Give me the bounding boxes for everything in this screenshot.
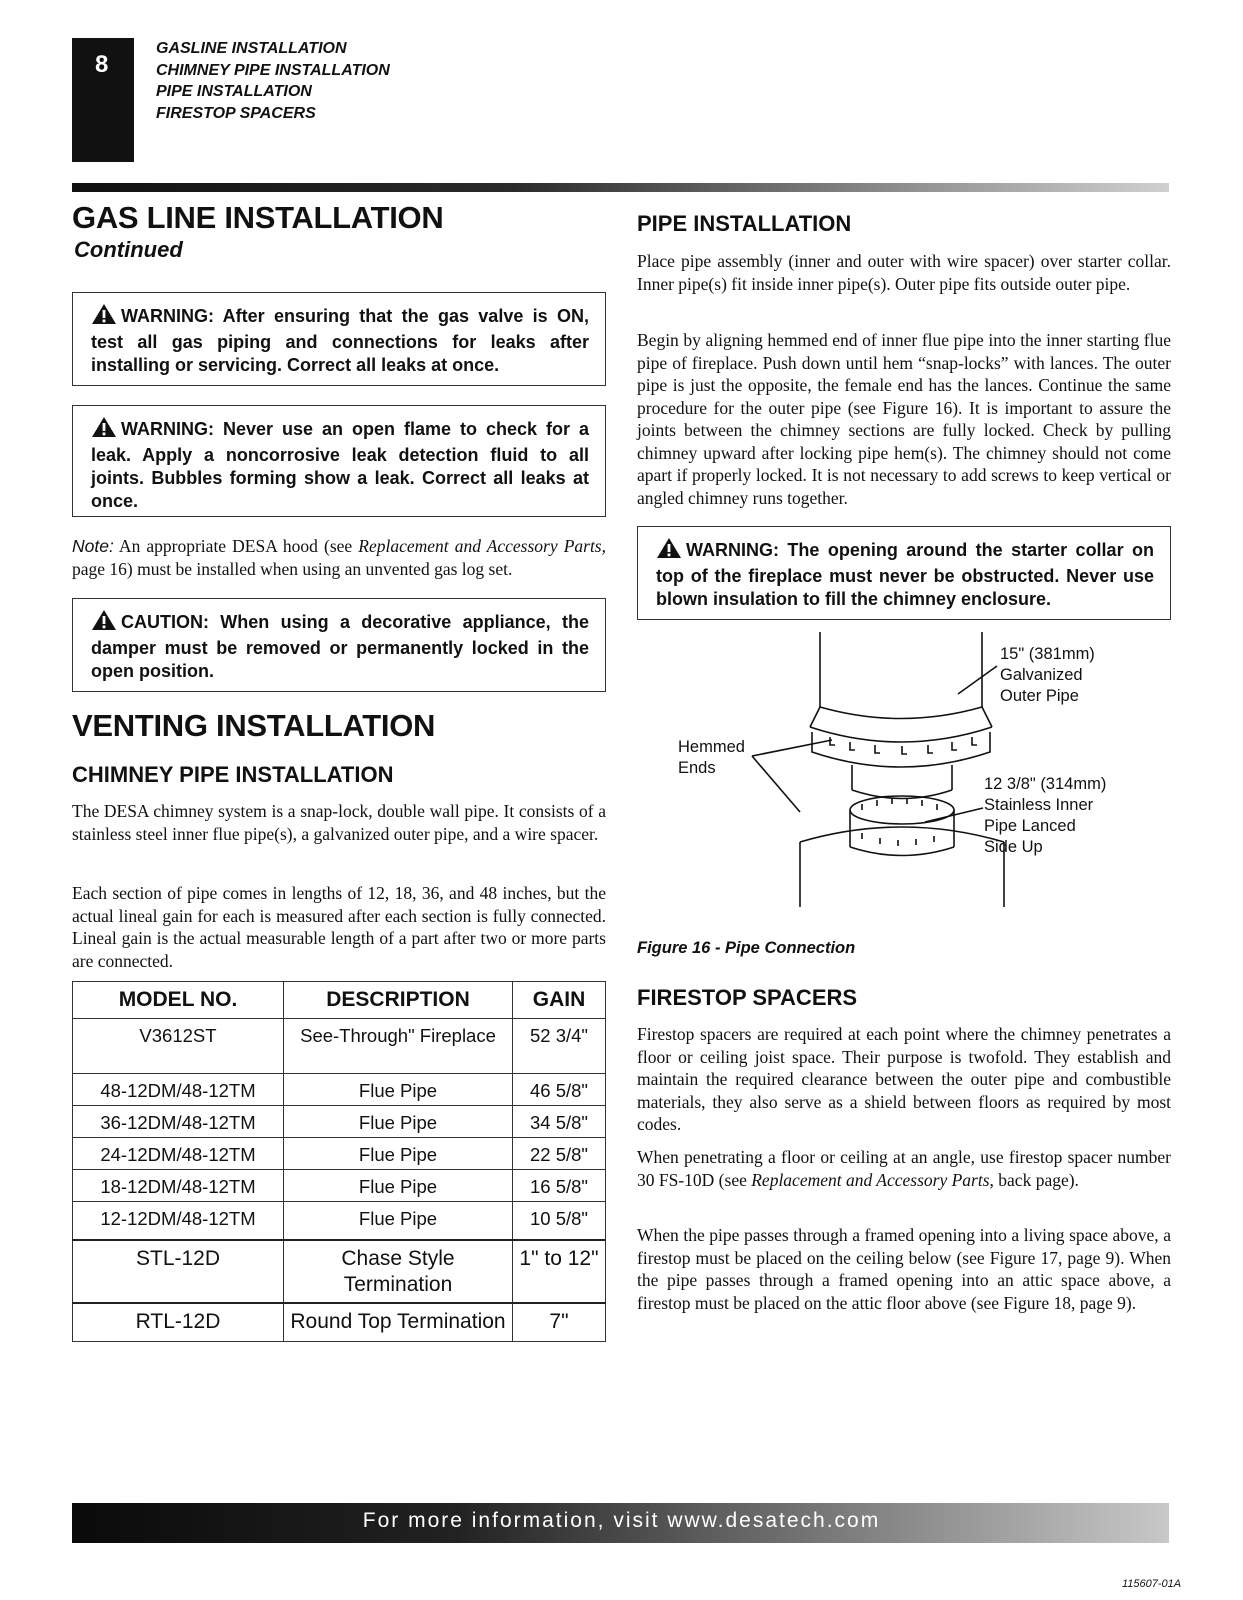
paragraph-reference: Replacement and Accessory Parts: [751, 1169, 990, 1190]
lineal-gain-table: [72, 981, 606, 1342]
cell-model: 12-12DM/48-12TM: [73, 1202, 284, 1240]
table-row: [73, 1138, 606, 1170]
note-label: Note:: [72, 536, 114, 556]
warning-box-starter-collar: [637, 526, 1171, 620]
cell-gain: 46 5/8": [513, 1074, 606, 1106]
paragraph-text: , back page).: [989, 1169, 1079, 1190]
pipe-paragraph-1: Place pipe assembly (inner and outer with wire spacer) over starter collar. Inner pipe(s) fit inside inner pipe(s). Outer pipe fits outside outer pipe.: [637, 251, 1171, 294]
column-header-description: DESCRIPTION: [284, 982, 513, 1019]
cell-gain: 10 5/8": [513, 1202, 606, 1240]
pipe-installation-heading: PIPE INSTALLATION: [637, 211, 852, 236]
pipe-paragraph-2: Begin by aligning hemmed end of inner flue pipe into the inner starting flue pipe of fireplace. Push down until hem “snap-locks” with lances. The outer pipe is just the opposite, the female end has the lances. Continue the same procedure for the outer pipe (see Figure 16). It is important to assure the joints between the chimney sections are fully locked. Check by pulling chimney upward after locking pipe hem(s). The chimney should not come apart if properly locked. It is not necessary to add screws to keep vertical or angled chimney runs together.: [637, 330, 1171, 508]
warning-triangle-icon: [656, 537, 682, 565]
label-line: Hemmed: [678, 738, 745, 756]
label-line: Side Up: [984, 838, 1043, 856]
footer-website-link[interactable]: For more information, visit www.desatech.com: [362, 1509, 881, 1532]
table-row: [73, 1170, 606, 1202]
note-text: An appropriate DESA hood (see: [113, 536, 359, 556]
label-line: Galvanized: [1000, 666, 1083, 684]
cell-gain: 34 5/8": [513, 1106, 606, 1138]
paragraph-text: When penetrating a floor or ceiling at an angle, use firestop spacer number 30 FS-10D (see: [637, 1147, 1171, 1190]
table-row: [73, 1240, 606, 1303]
table-row: [73, 1019, 606, 1074]
table-header-row: [73, 982, 606, 1019]
cell-description: See-Through" Fireplace: [284, 1019, 513, 1074]
caution-text: CAUTION: When using a decorative appliance, the damper must be removed or permanently locked in the open position.: [91, 612, 589, 681]
header-line: GASLINE INSTALLATION: [156, 40, 347, 57]
note-reference: Replacement and Accessory Parts,: [358, 536, 606, 556]
cell-model: 24-12DM/48-12TM: [73, 1138, 284, 1170]
cell-gain: 16 5/8": [513, 1170, 606, 1202]
cell-gain: 7": [513, 1303, 606, 1342]
cell-gain: 22 5/8": [513, 1138, 606, 1170]
header-line: PIPE INSTALLATION: [156, 83, 312, 100]
table-row: [73, 1202, 606, 1240]
column-header-gain: GAIN: [513, 982, 606, 1019]
cell-description: Flue Pipe: [284, 1106, 513, 1138]
document-number: 115607-01A: [1122, 1578, 1182, 1590]
cell-model: RTL-12D: [73, 1303, 284, 1342]
caution-box-damper: [72, 598, 606, 692]
warning-triangle-icon: [91, 303, 117, 331]
chimney-pipe-heading: CHIMNEY PIPE INSTALLATION: [72, 762, 394, 787]
column-header-model: MODEL NO.: [73, 982, 284, 1019]
label-inner-pipe: [984, 774, 1106, 858]
warning-box-open-flame: [72, 405, 606, 517]
table-row: [73, 1303, 606, 1342]
header-rule: [72, 183, 1169, 192]
table-row: [73, 1106, 606, 1138]
label-hemmed-ends: [678, 737, 745, 779]
venting-title: VENTING INSTALLATION: [72, 708, 436, 743]
firestop-paragraph-2: [637, 1146, 1171, 1191]
cell-description: Flue Pipe: [284, 1202, 513, 1240]
warning-text: WARNING: The opening around the starter collar on top of the fireplace must never be obstructed. Never use blown insulation to fill the chimney enclosure.: [656, 540, 1154, 609]
warning-text: WARNING: After ensuring that the gas valve is ON, test all gas piping and connections for leaks after installing or servicing. Correct all leaks at once.: [91, 306, 589, 375]
warning-triangle-icon: [91, 609, 117, 637]
label-line: Stainless Inner: [984, 796, 1094, 814]
cell-model: 36-12DM/48-12TM: [73, 1106, 284, 1138]
figure-caption: Figure 16 - Pipe Connection: [637, 939, 856, 957]
firestop-paragraph-3: When the pipe passes through a framed opening into a living space above, a firestop must be placed on the ceiling below (see Figure 17, page 9). When the pipe passes through a framed opening into an attic space above, a firestop must be placed on the attic floor above (see Figure 18, page 9).: [637, 1225, 1171, 1313]
pipe-connection-figure: [640, 632, 1170, 932]
label-line: Ends: [678, 759, 716, 777]
table-row: [73, 1074, 606, 1106]
label-line: Pipe Lanced: [984, 817, 1076, 835]
cell-description: Flue Pipe: [284, 1170, 513, 1202]
note-paragraph: [72, 535, 606, 580]
cell-description: Flue Pipe: [284, 1074, 513, 1106]
firestop-heading: FIRESTOP SPACERS: [637, 985, 858, 1010]
label-line: 12 3/8" (314mm): [984, 775, 1107, 793]
warning-text: WARNING: Never use an open flame to check for a leak. Apply a noncorrosive leak detection fluid to all joints. Bubbles forming show a leak. Correct all leaks at once.: [91, 419, 589, 511]
cell-model: V3612ST: [73, 1019, 284, 1074]
chimney-paragraph-2: Each section of pipe comes in lengths of 12, 18, 36, and 48 inches, but the actual lineal gain for each is measured after each section is fully connected. Lineal gain is the actual measurable length of a part after two or more parts are connected.: [72, 883, 606, 971]
label-line: Outer Pipe: [1000, 687, 1079, 705]
header-line: FIRESTOP SPACERS: [156, 104, 316, 122]
note-text: page 16) must be installed when using an unvented gas log set.: [72, 558, 513, 579]
cell-model: STL-12D: [73, 1240, 284, 1303]
cell-description: Round Top Termination: [284, 1303, 513, 1342]
page-number: 8: [95, 51, 109, 78]
cell-description: Flue Pipe: [284, 1138, 513, 1170]
cell-gain: 1" to 12": [513, 1240, 606, 1303]
cell-description: Chase Style Termination: [284, 1240, 513, 1303]
firestop-paragraph-1: Firestop spacers are required at each point where the chimney penetrates a floor or ceiling joist space. Their purpose is twofold. They establish and maintain the required clearance between the outer pipe and combustible materials, they also serve as a shield between floors as required by most codes.: [637, 1024, 1171, 1134]
warning-box-leak-test: [72, 292, 606, 386]
cell-gain: 52 3/4": [513, 1019, 606, 1074]
cell-model: 18-12DM/48-12TM: [73, 1170, 284, 1202]
warning-triangle-icon: [91, 416, 117, 444]
label-outer-pipe: [1000, 644, 1095, 707]
label-line: 15" (381mm): [1000, 645, 1095, 663]
header-section-list: [156, 38, 390, 124]
gas-line-subtitle: Continued: [74, 237, 183, 262]
cell-model: 48-12DM/48-12TM: [73, 1074, 284, 1106]
header-line: CHIMNEY PIPE INSTALLATION: [156, 61, 390, 79]
gas-line-title: GAS LINE INSTALLATION: [72, 200, 444, 235]
chimney-paragraph-1: The DESA chimney system is a snap-lock, double wall pipe. It consists of a stainless steel inner flue pipe(s), a galvanized outer pipe, and a wire spacer.: [72, 801, 606, 844]
